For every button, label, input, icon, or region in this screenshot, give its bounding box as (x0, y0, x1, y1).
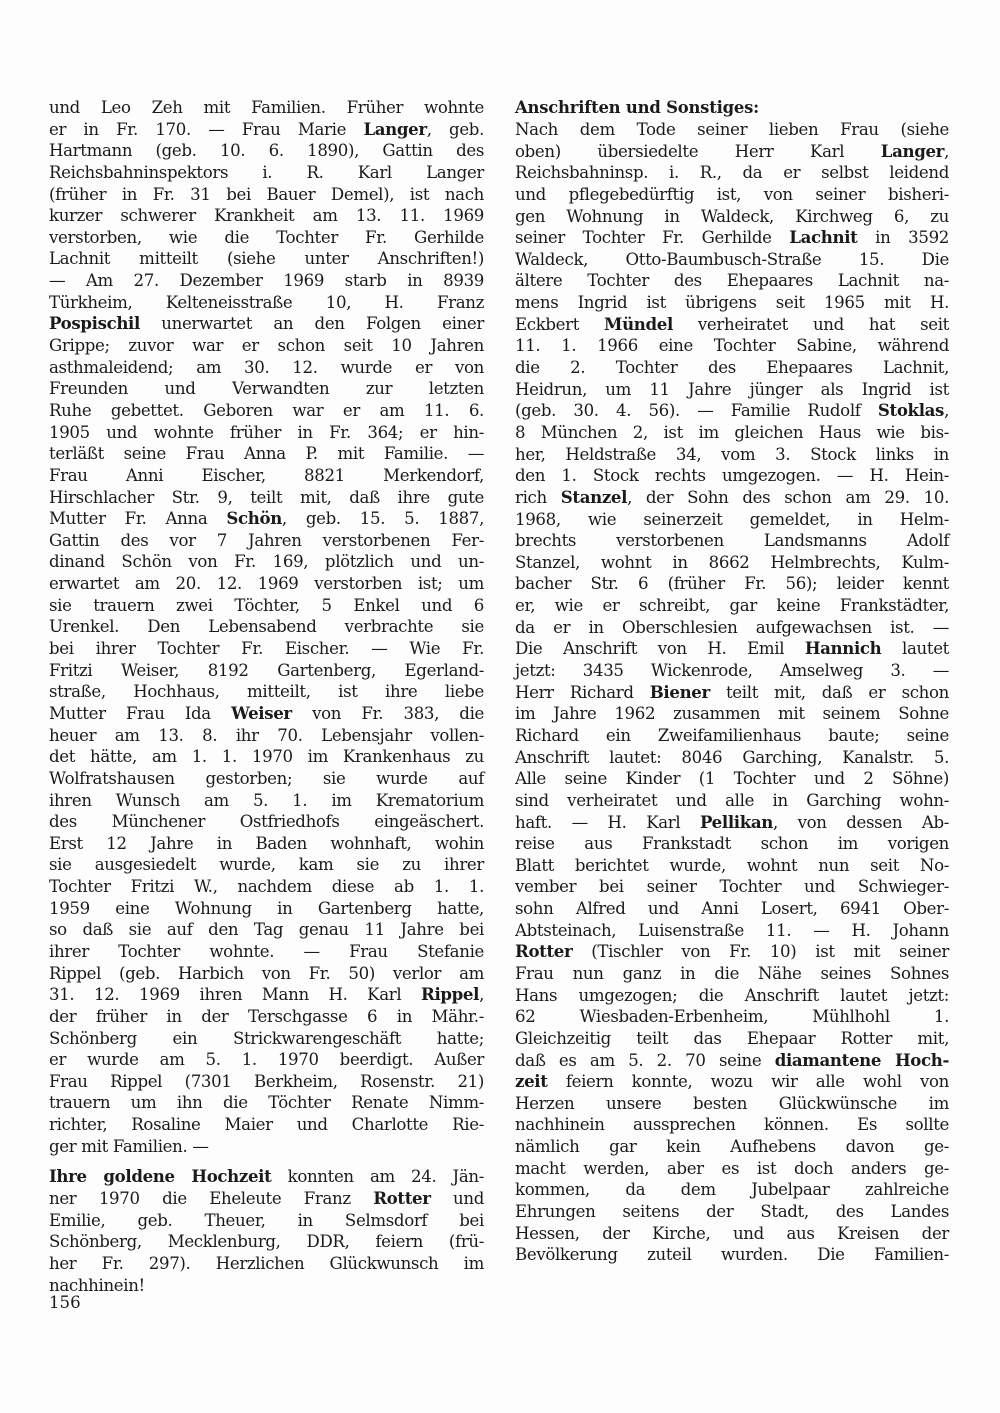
text-line (49, 963, 484, 985)
paragraph (49, 1166, 484, 1296)
text-run: sind verheiratet und alle in Garching wohn- (515, 790, 949, 810)
text-run: , (479, 985, 484, 1005)
text-line (49, 357, 484, 379)
text-run: nachhinein! (49, 1275, 145, 1295)
text-run: Hans umgezogen; die Anschrift lautet jetzt: (515, 985, 949, 1005)
text-run: konnten am 24. Jän- (271, 1167, 484, 1187)
text-line (515, 963, 949, 985)
text-line (515, 790, 949, 812)
text-line (49, 573, 484, 595)
text-run: und (430, 1189, 485, 1209)
text-line (49, 854, 484, 876)
text-line (49, 162, 484, 184)
text-line (515, 119, 949, 141)
text-run: , geb. 15. 5. 1887, (281, 509, 485, 529)
text-line (515, 682, 949, 704)
text-run: ihrer Tochter wohnte. — Frau Stefanie (49, 941, 484, 961)
text-line (49, 465, 484, 487)
text-run: Fritzi Weiser, 8192 Gartenberg, Egerland- (49, 660, 484, 680)
text-line (49, 530, 484, 552)
text-run: dinand Schön von Fr. 169, plötzlich und un- (49, 552, 484, 572)
text-run: macht werden, aber es ist doch anders ge- (515, 1158, 949, 1178)
text-line (49, 941, 484, 963)
text-run: unerwartet an den Folgen einer (139, 314, 484, 334)
bold-name: Hannich (804, 638, 882, 659)
text-line (49, 595, 484, 617)
text-run: sie ausgesiedelt wurde, kam sie zu ihrer (49, 855, 484, 875)
bold-name: Pellikan (700, 811, 774, 832)
text-run: nachhinein aussprechen können. Es sollte (515, 1115, 949, 1135)
left-column (49, 97, 484, 1296)
text-line (515, 725, 949, 747)
text-line (49, 422, 484, 444)
text-run: den 1. Stock rechts umgezogen. — H. Hein- (515, 466, 949, 486)
text-run: Blatt berichtet wurde, wohnt nun seit No- (515, 855, 949, 875)
text-run: Bevölkerung zuteil wurden. Die Familien- (515, 1245, 949, 1265)
bold-name: Weiser (231, 702, 292, 723)
text-run: (geb. 30. 4. 56). — Familie Rudolf (515, 401, 878, 421)
text-run: 1959 eine Wohnung in Gartenberg hatte, (49, 898, 484, 918)
text-run: mens Ingrid ist übrigens seit 1965 mit H. (515, 293, 949, 313)
text-line (515, 422, 949, 444)
text-line (515, 444, 949, 466)
text-run: sohn Alfred und Anni Losert, 6941 Ober- (515, 899, 949, 919)
text-line (515, 595, 949, 617)
bold-name: Stanzel (560, 486, 628, 507)
text-line (49, 248, 484, 270)
text-line (515, 335, 949, 357)
text-line (515, 270, 949, 292)
text-line (49, 1253, 484, 1275)
text-line (515, 1179, 949, 1201)
text-run: Erst 12 Jahre in Baden wohnhaft, wohin (49, 833, 484, 853)
text-run: seiner Tochter Fr. Gerhilde (515, 228, 790, 248)
text-run: ältere Tochter des Ehepaares Lachnit na- (515, 271, 949, 291)
text-line (49, 335, 484, 357)
text-run: , geb. (426, 119, 484, 139)
page-number: 156 (49, 1293, 81, 1312)
text-run: Gattin des vor 7 Jahren verstorbenen Fer- (49, 530, 484, 550)
text-run: Ehrungen seitens der Stadt, des Landes (515, 1202, 949, 1222)
text-line (515, 876, 949, 898)
text-run: Heidrun, um 11 Jahre jünger als Ingrid ist (515, 379, 949, 399)
text-line (515, 141, 949, 163)
text-line (515, 400, 949, 422)
text-run: reise aus Frankstadt schon im vorigen (515, 834, 949, 854)
text-line (49, 205, 484, 227)
text-run: verstorben, wie die Tochter Fr. Gerhilde (49, 227, 484, 247)
text-line (49, 551, 484, 573)
text-run: Herzen unsere besten Glückwünsche im (515, 1093, 949, 1113)
text-run: teilt mit, daß er schon (709, 682, 949, 702)
text-run: oben) übersiedelte Herr Karl (515, 141, 881, 161)
text-run: Mutter Fr. Anna (49, 509, 227, 529)
bold-name: Pospischil (49, 313, 140, 334)
text-run: Reichsbahninspektors i. R. Karl Langer (49, 162, 484, 182)
text-line (515, 812, 949, 834)
text-run: Rippel (geb. Harbich von Fr. 50) verlor am (49, 963, 484, 983)
text-line (49, 919, 484, 941)
text-line (49, 746, 484, 768)
bold-name: Lachnit (789, 227, 858, 248)
text-line (49, 768, 484, 790)
text-run: Ruhe gebettet. Geboren war er am 11. 6. (49, 400, 484, 420)
text-line (49, 1006, 484, 1028)
text-line (49, 119, 484, 141)
text-run: brechts verstorbenen Landsmanns Adolf (515, 531, 949, 551)
text-run: Nach dem Tode seiner lieben Frau (siehe (515, 120, 949, 139)
text-line (49, 292, 484, 314)
section-heading: Anschriften und Sonstiges: (515, 98, 759, 117)
text-run: verheiratet und hat seit (672, 314, 949, 334)
text-line (515, 206, 949, 228)
text-line (49, 790, 484, 812)
text-line (49, 898, 484, 920)
text-run: 62 Wiesbaden-Erbenheim, Mühlhohl 1. (515, 1007, 949, 1027)
text-run: erwartet am 20. 12. 1969 verstorben ist; um (49, 574, 484, 594)
text-line (515, 703, 949, 725)
text-run: ihren Wunsch am 5. 1. im Krematorium (49, 790, 484, 810)
text-line (49, 638, 484, 660)
text-run: Türkheim, Kelteneisstraße 10, H. Franz (49, 292, 484, 312)
text-line (515, 1093, 949, 1115)
text-line (515, 249, 949, 271)
paragraph (49, 97, 484, 1157)
text-run: Reichsbahninsp. i. R., da er selbst leidend (515, 163, 949, 183)
text-run: Hirschlacher Str. 9, teilt mit, daß ihre gute (49, 487, 484, 507)
text-line (515, 357, 949, 379)
text-run: ner 1970 die Eheleute Franz (49, 1189, 374, 1209)
text-line (515, 660, 949, 682)
text-run: — Am 27. Dezember 1969 starb in 8939 (49, 271, 484, 291)
text-run: Lachnit mitteilt (siehe unter Anschriften!) (49, 249, 484, 269)
text-run: er in Fr. 170. — Frau Marie (49, 119, 364, 139)
text-line (49, 270, 484, 292)
text-run: her Fr. 297). Herzlichen Glückwunsch im (49, 1253, 484, 1273)
text-run: lautet (881, 639, 949, 659)
text-line (515, 768, 949, 790)
text-run: sie trauern zwei Töchter, 5 Enkel und 6 (49, 595, 484, 615)
text-run: nämlich gar kein Aufhebens davon ge- (515, 1137, 949, 1157)
bold-name: Mündel (604, 313, 673, 334)
text-line (515, 1006, 949, 1028)
text-line (49, 833, 484, 855)
text-run: so daß sie auf den Tag genau 11 Jahre bei (49, 920, 484, 940)
text-line (515, 833, 949, 855)
text-run: er wurde am 5. 1. 1970 beerdigt. Außer (49, 1050, 484, 1070)
text-line (49, 1071, 484, 1093)
text-run: kommen, da dem Jubelpaar zahlreiche (515, 1180, 949, 1200)
text-run: kurzer schwerer Krankheit am 13. 11. 1969 (49, 206, 484, 226)
text-run: bacher Str. 6 (früher Fr. 56); leider kennt (515, 574, 949, 594)
text-line (515, 465, 949, 487)
bold-name: Biener (649, 681, 710, 702)
text-line (515, 1223, 949, 1245)
text-line (515, 292, 949, 314)
text-line (49, 1210, 484, 1232)
text-run: Frau Rippel (7301 Berkheim, Rosenstr. 21) (49, 1071, 484, 1091)
text-line (515, 184, 949, 206)
text-line (515, 1114, 949, 1136)
bold-name: diamantene Hoch- (774, 1049, 949, 1070)
text-run: 31. 12. 1969 ihren Mann H. Karl (49, 985, 421, 1005)
text-run: er, wie er schreibt, gar keine Frankstädter, (515, 596, 949, 616)
text-run: Mutter Frau Ida (49, 703, 232, 723)
text-run: 8 München 2, ist im gleichen Haus wie bis- (515, 422, 949, 442)
text-run: jetzt: 3435 Wickenrode, Amselweg 3. — (515, 661, 949, 681)
text-run: Grippe; zuvor war er schon seit 10 Jahren (49, 336, 484, 356)
text-run: da er in Oberschlesien aufgewachsen ist. — (515, 617, 949, 637)
text-line (49, 616, 484, 638)
text-run: (früher in Fr. 31 bei Bauer Demel), ist nach (49, 184, 484, 204)
bold-name: zeit (515, 1071, 548, 1092)
text-run: 11. 1. 1966 eine Tochter Sabine, während (515, 336, 949, 356)
text-run: Freunden und Verwandten zur letzten (49, 379, 484, 399)
bold-name: Rotter (373, 1188, 431, 1209)
text-run: , (944, 401, 949, 421)
text-line (515, 1244, 949, 1266)
text-line (49, 184, 484, 206)
text-line (515, 1158, 949, 1180)
text-run: von Fr. 383, die (291, 703, 485, 723)
text-run: und Leo Zeh mit Familien. Früher wohnte (49, 98, 484, 117)
text-line (515, 314, 949, 336)
text-run: und pflegebedürftig ist, von seiner bisheri- (515, 184, 949, 204)
text-line (49, 1188, 484, 1210)
text-run: , von dessen Ab- (773, 812, 949, 832)
text-line (49, 487, 484, 509)
text-line (515, 855, 949, 877)
text-run: , der Sohn des schon am 29. 10. (627, 487, 950, 507)
text-line (515, 1028, 949, 1050)
text-line (49, 97, 484, 119)
text-line (515, 617, 949, 639)
text-run: det hätte, am 1. 1. 1970 im Krankenhaus zu (49, 747, 484, 767)
text-line (49, 681, 484, 703)
text-run: Frau Anni Eischer, 8821 Merkendorf, (49, 465, 484, 485)
bold-name: Rippel (421, 984, 480, 1005)
text-line (515, 941, 949, 963)
text-line (515, 638, 949, 660)
text-line (49, 1275, 484, 1297)
text-line (515, 1071, 949, 1093)
bold-name: Schön (226, 508, 282, 529)
text-line (49, 1049, 484, 1071)
text-line (515, 898, 949, 920)
text-line (49, 984, 484, 1006)
text-run: ger mit Familien. — (49, 1136, 209, 1156)
text-line (515, 162, 949, 184)
text-line (49, 313, 484, 335)
text-line (49, 811, 484, 833)
text-run: Die Anschrift von H. Emil (515, 639, 805, 659)
text-run: die 2. Tochter des Ehepaares Lachnit, (515, 358, 949, 378)
text-run: Gleichzeitig teilt das Ehepaar Rotter mit, (515, 1028, 949, 1048)
text-run: Stanzel, wohnt in 8662 Helmbrechts, Kulm- (515, 552, 949, 572)
text-line (49, 443, 484, 465)
text-line (49, 140, 484, 162)
text-run: feiern konnte, wozu wir alle wohl von (547, 1072, 949, 1092)
text-line (515, 487, 949, 509)
text-line (515, 530, 949, 552)
text-line (515, 920, 949, 942)
text-line (515, 227, 949, 249)
text-line (49, 1166, 484, 1188)
text-line (515, 747, 949, 769)
bold-name: Langer (880, 140, 945, 161)
text-run: Anschrift lautet: 8046 Garching, Kanalstr. 5. (515, 747, 949, 767)
text-run: Hessen, der Kirche, und aus Kreisen der (515, 1223, 949, 1243)
text-line (49, 1114, 484, 1136)
text-run: Wolfratshausen gestorben; sie wurde auf (49, 768, 484, 788)
text-run: Frau nun ganz in die Nähe seines Sohnes (515, 963, 949, 983)
text-run: in 3592 (857, 228, 949, 248)
text-line (49, 1136, 484, 1158)
bold-name: Langer (363, 118, 427, 139)
text-run: Schönberg ein Strickwarengeschäft hatte; (49, 1028, 484, 1048)
text-run: Richard ein Zweifamilienhaus baute; seine (515, 725, 949, 745)
text-run: vember bei seiner Tochter und Schwieger- (515, 877, 949, 897)
text-line (49, 1028, 484, 1050)
text-line (49, 876, 484, 898)
text-line (49, 660, 484, 682)
text-run: (Tischler von Fr. 10) ist mit seiner (572, 942, 949, 962)
text-run: daß es am 5. 2. 70 seine (515, 1050, 775, 1070)
bold-name: Stoklas (877, 400, 945, 421)
text-run: Tochter Fritzi W., nachdem diese ab 1. 1. (49, 877, 484, 897)
text-line (49, 1231, 484, 1253)
text-line (49, 703, 484, 725)
text-run: Herr Richard (515, 682, 650, 702)
paragraph-gap (49, 1157, 484, 1166)
text-run: Eckbert (515, 314, 605, 334)
text-line (49, 378, 484, 400)
text-line (49, 725, 484, 747)
bold-name: Ihre goldene Hochzeit (49, 1166, 272, 1187)
text-run: des Münchener Ostfriedhofs eingeäschert. (49, 812, 484, 832)
text-run: rich (515, 487, 561, 507)
text-run: trauern um ihn die Töchter Renate Nimm- (49, 1093, 484, 1113)
text-run: im Jahre 1962 zusammen mit seinem Sohne (515, 704, 949, 724)
text-run: her, Heldstraße 34, vom 3. Stock links in (515, 444, 949, 464)
right-column (515, 97, 949, 1266)
text-run: asthmaleidend; am 30. 12. wurde er von (49, 357, 484, 377)
text-run: Alle seine Kinder (1 Tochter und 2 Söhne) (515, 769, 949, 789)
text-run: der früher in der Terschgasse 6 in Mähr.- (49, 1006, 484, 1026)
text-run: Urenkel. Den Lebensabend verbrachte sie (49, 617, 484, 637)
text-run: Abtsteinach, Luisenstraße 11. — H. Johann (515, 920, 949, 940)
text-line (515, 379, 949, 401)
text-line (49, 508, 484, 530)
text-line (515, 1201, 949, 1223)
text-run: Waldeck, Otto-Baumbusch-Straße 15. Die (515, 249, 949, 269)
text-run: straße, Hochhaus, mitteilt, ist ihre liebe (49, 682, 484, 702)
text-line (515, 1050, 949, 1072)
text-line (49, 1092, 484, 1114)
text-line (515, 573, 949, 595)
text-line (515, 1136, 949, 1158)
text-line (49, 400, 484, 422)
text-run: haft. — H. Karl (515, 812, 700, 832)
text-run: richter, Rosaline Maier und Charlotte Rie- (49, 1115, 484, 1135)
text-line (515, 552, 949, 574)
text-run: Emilie, geb. Theuer, in Selmsdorf bei (49, 1210, 484, 1230)
text-run: bei ihrer Tochter Fr. Eischer. — Wie Fr. (49, 639, 484, 659)
text-run: heuer am 13. 8. ihr 70. Lebensjahr vollen- (49, 725, 484, 745)
text-run: 1968, wie seinerzeit gemeldet, in Helm- (515, 509, 949, 529)
text-run: Hartmann (geb. 10. 6. 1890), Gattin des (49, 141, 484, 161)
text-run: terläßt seine Frau Anna P. mit Familie. — (49, 444, 484, 464)
bold-name: Rotter (515, 941, 573, 962)
text-run: , (944, 141, 949, 161)
text-run: Schönberg, Mecklenburg, DDR, feiern (frü- (49, 1232, 484, 1252)
text-line (515, 985, 949, 1007)
text-run: 1905 und wohnte früher in Fr. 364; er hin- (49, 422, 484, 442)
text-line (49, 227, 484, 249)
text-line (515, 509, 949, 531)
text-run: gen Wohnung in Waldeck, Kirchweg 6, zu (515, 206, 949, 226)
